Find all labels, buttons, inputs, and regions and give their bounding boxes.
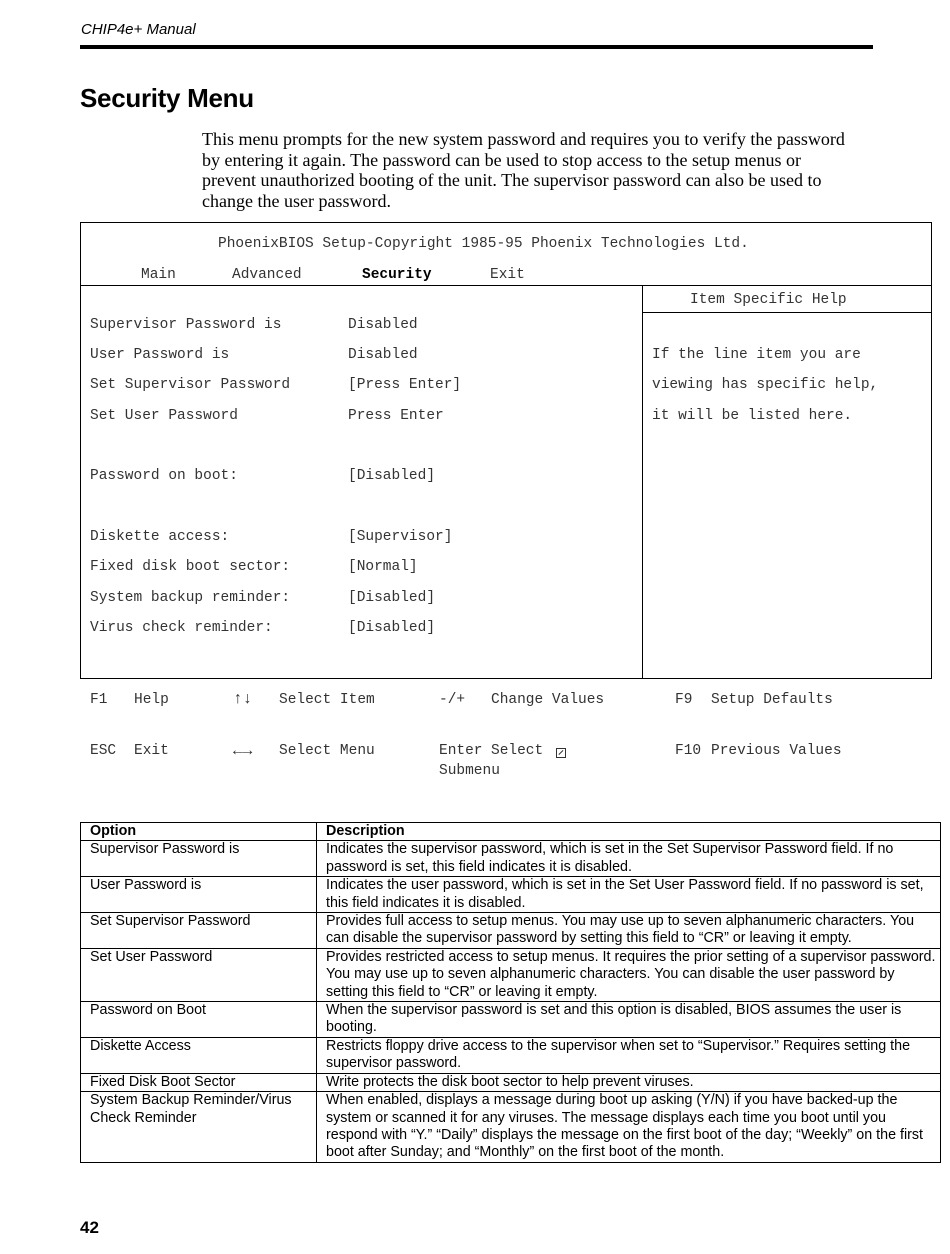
key-change-values-label: Change Values bbox=[491, 692, 605, 708]
key-f10: F10 bbox=[675, 743, 702, 759]
key-exit-label: Exit bbox=[134, 743, 169, 759]
field-label-virus-check-reminder: Virus check reminder: bbox=[90, 620, 273, 636]
column-header-description: Description bbox=[317, 823, 941, 841]
field-value-fixed-disk-boot-sector[interactable]: [Normal] bbox=[348, 559, 418, 575]
column-header-option: Option bbox=[81, 823, 317, 841]
intro-paragraph: This menu prompts for the new system password and requires you to verify the password by entering it again. The password can be used to stop access to the setup menus or prevent unauthorized booting of the unit. The supervisor password can also be used to change the user password. bbox=[202, 129, 845, 211]
key-f9: F9 bbox=[675, 692, 693, 708]
field-label-supervisor-password-is: Supervisor Password is bbox=[90, 317, 282, 333]
table-row bbox=[81, 1073, 941, 1091]
field-label-system-backup-reminder: System backup reminder: bbox=[90, 590, 291, 606]
field-value-set-supervisor-password[interactable]: [Press Enter] bbox=[348, 377, 462, 393]
bios-tab-security[interactable]: Security bbox=[362, 267, 432, 283]
description-cell: When enabled, displays a message during boot up asking (Y/N) if you have backed-up the system or scanned it for any viruses. The message displays each time you boot until you respond with “Y.” “Daily” displays the message on the first boot of the day; “Weekly” on the first boot after Sunday; and “Monthly” on the first boot of the month. bbox=[317, 1092, 941, 1163]
option-cell: Password on Boot bbox=[81, 1002, 317, 1038]
option-cell: Fixed Disk Boot Sector bbox=[81, 1073, 317, 1091]
bios-screen bbox=[80, 222, 932, 679]
field-value-user-password-is: Disabled bbox=[348, 347, 418, 363]
bios-divider-horizontal bbox=[81, 285, 931, 286]
description-cell: Provides full access to setup menus. You may use up to seven alphanumeric characters. You can disable the supervisor password by setting this field to “CR” or leaving it empty. bbox=[317, 913, 941, 949]
field-label-user-password-is: User Password is bbox=[90, 347, 230, 363]
field-value-set-user-password: Press Enter bbox=[348, 408, 444, 424]
key-enter: Enter bbox=[439, 743, 483, 759]
header-rule bbox=[80, 45, 873, 49]
key-previous-values-label: Previous Values bbox=[711, 743, 842, 759]
field-value-system-backup-reminder[interactable]: [Disabled] bbox=[348, 590, 436, 606]
table-row bbox=[81, 948, 941, 1001]
bios-copyright: PhoenixBIOS Setup-Copyright 1985-95 Phoenix Technologies Ltd. bbox=[218, 236, 749, 252]
page-title: Security Menu bbox=[80, 83, 254, 113]
field-value-supervisor-password-is: Disabled bbox=[348, 317, 418, 333]
key-help-label: Help bbox=[134, 692, 169, 708]
table-row bbox=[81, 913, 941, 949]
key-minus-plus: -/+ bbox=[439, 692, 466, 708]
field-value-virus-check-reminder[interactable]: [Disabled] bbox=[348, 620, 436, 636]
description-cell: Indicates the user password, which is set in the Set User Password field. If no password is set, this field indicates it is disabled. bbox=[317, 877, 941, 913]
option-cell: System Backup Reminder/Virus Check Reminder bbox=[81, 1092, 317, 1163]
running-header: CHIP4e+ Manual bbox=[81, 21, 196, 38]
description-cell: Provides restricted access to setup menus. It requires the prior setting of a supervisor password. You may use up to seven alphanumeric characters. You can disable the user password by setting this field to “CR” or leaving it empty. bbox=[317, 948, 941, 1001]
key-select-menu-label: Select Menu bbox=[279, 743, 375, 759]
field-value-password-on-boot[interactable]: [Disabled] bbox=[348, 468, 436, 484]
help-line: viewing has specific help, bbox=[652, 377, 879, 393]
option-cell: Supervisor Password is bbox=[81, 841, 317, 877]
bios-divider-vertical bbox=[642, 285, 643, 678]
updown-arrows-icon: ↑↓ bbox=[233, 690, 253, 708]
field-label-fixed-disk-boot-sector: Fixed disk boot sector: bbox=[90, 559, 291, 575]
page-number: 42 bbox=[80, 1218, 99, 1237]
help-line: If the line item you are bbox=[652, 347, 861, 363]
option-cell: Set User Password bbox=[81, 948, 317, 1001]
help-rule bbox=[643, 312, 931, 313]
key-f1: F1 bbox=[90, 692, 108, 708]
help-line: it will be listed here. bbox=[652, 408, 853, 424]
bios-tab-main[interactable]: Main bbox=[141, 267, 176, 283]
key-esc: ESC bbox=[90, 743, 117, 759]
leftright-arrows-icon: ←→ bbox=[233, 742, 253, 760]
field-label-set-user-password: Set User Password bbox=[90, 408, 238, 424]
description-cell: When the supervisor password is set and this option is disabled, BIOS assumes the user is booting. bbox=[317, 1002, 941, 1038]
bios-tab-advanced[interactable]: Advanced bbox=[232, 267, 302, 283]
option-cell: Set Supervisor Password bbox=[81, 913, 317, 949]
options-table bbox=[80, 822, 941, 1163]
field-label-diskette-access: Diskette access: bbox=[90, 529, 230, 545]
field-label-set-supervisor-password: Set Supervisor Password bbox=[90, 377, 291, 393]
field-value-diskette-access[interactable]: [Supervisor] bbox=[348, 529, 453, 545]
option-cell: Diskette Access bbox=[81, 1037, 317, 1073]
table-row bbox=[81, 841, 941, 877]
bios-tab-exit[interactable]: Exit bbox=[490, 267, 525, 283]
description-cell: Write protects the disk boot sector to help prevent viruses. bbox=[317, 1073, 941, 1091]
table-row bbox=[81, 877, 941, 913]
table-row bbox=[81, 1092, 941, 1163]
bios-key-legend bbox=[90, 690, 930, 790]
key-select-item-label: Select Item bbox=[279, 692, 375, 708]
table-header-row bbox=[81, 823, 941, 841]
key-select-label: Select bbox=[491, 743, 544, 759]
option-cell: User Password is bbox=[81, 877, 317, 913]
help-title: Item Specific Help bbox=[690, 292, 847, 308]
key-setup-defaults-label: Setup Defaults bbox=[711, 692, 833, 708]
field-label-password-on-boot: Password on boot: bbox=[90, 468, 238, 484]
table-row bbox=[81, 1037, 941, 1073]
description-cell: Indicates the supervisor password, which is set in the Set Supervisor Password field. If no password is set, this field indicates it is disabled. bbox=[317, 841, 941, 877]
checkbox-icon bbox=[556, 748, 566, 758]
key-submenu-label: Submenu bbox=[439, 763, 500, 779]
description-cell: Restricts floppy drive access to the supervisor when set to “Supervisor.” Requires setting the supervisor password. bbox=[317, 1037, 941, 1073]
table-row bbox=[81, 1002, 941, 1038]
